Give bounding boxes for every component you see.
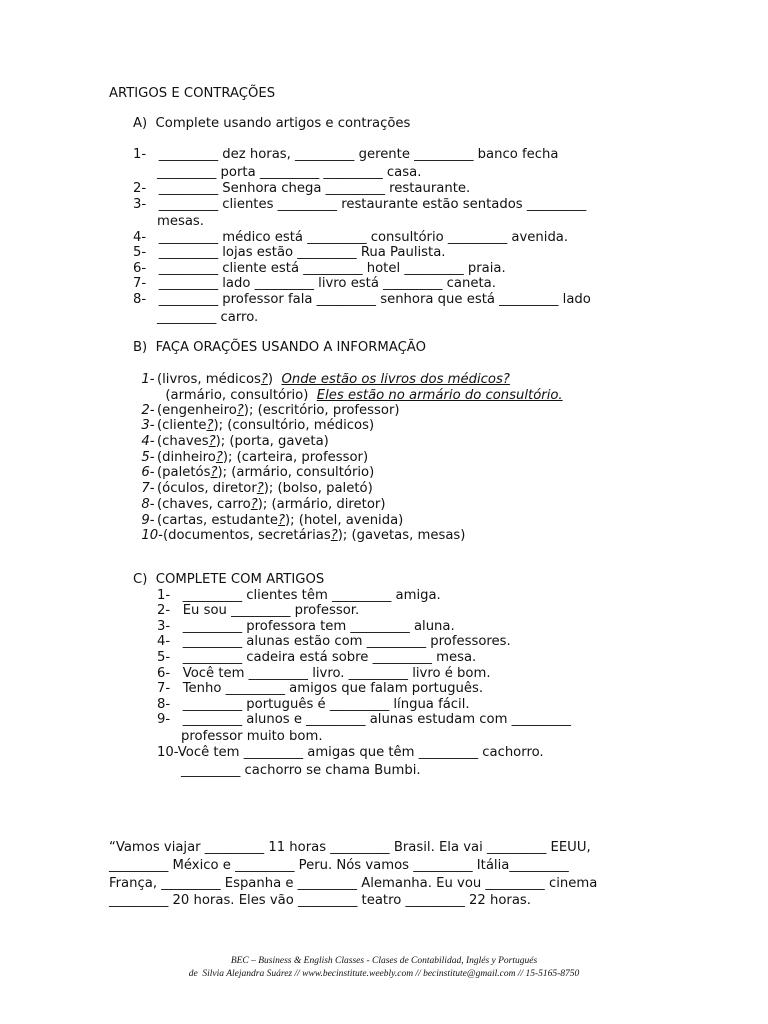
- paragraph-line: _________ México e _________ Peru. Nós vamos _________ Itália_________: [109, 858, 569, 873]
- section-b-item: 10-(documentos, secretárias?); (gavetas, mesas): [141, 528, 466, 543]
- section-a-line: 1- _________ dez horas, _________ gerente _________ banco fecha: [133, 147, 559, 162]
- section-a-line: 3- _________ clientes _________ restaurante estão sentados _________: [133, 197, 587, 212]
- section-c-line: 9- _________ alunos e _________ alunas estudam com _________: [157, 712, 572, 727]
- section-a-line: 4- _________ médico está _________ consultório _________ avenida.: [133, 230, 569, 245]
- example-answer: Eles estão no armário do consultório.: [316, 388, 563, 403]
- section-c-line: 4- _________ alunas estão com _________ professores.: [157, 634, 511, 649]
- section-b-item: 4- (chaves?); (porta, gaveta): [141, 434, 329, 449]
- section-b-item: 8- (chaves, carro?); (armário, diretor): [141, 497, 386, 512]
- page-title: ARTIGOS E CONTRAÇÕES: [109, 86, 276, 101]
- section-b-item: 2- (engenheiro?); (escritório, professor): [141, 403, 400, 418]
- section-a-line: 2- _________ Senhora chega _________ restaurante.: [133, 181, 471, 196]
- section-c-line: 5- _________ cadeira está sobre _________ mesa.: [157, 650, 477, 665]
- footer-line-1: BEC – Business & English Classes - Clases de Contabilidad, Inglés y Portugués: [230, 956, 538, 966]
- section-c-line: 6- Você tem _________ livro. _________ livro é bom.: [157, 666, 491, 681]
- section-c-line: 3- _________ professora tem _________ aluna.: [157, 619, 455, 634]
- section-a-line: 5- _________ lojas estão _________ Rua Paulista.: [133, 245, 446, 260]
- example-answer: Onde estão os livros dos médicos?: [281, 372, 510, 387]
- section-b-item: 5- (dinheiro?); (carteira, professor): [141, 450, 369, 465]
- section-a-line: 8- _________ professor fala _________ senhora que está _________ lado: [133, 292, 591, 307]
- section-c-heading: C) COMPLETE COM ARTIGOS: [133, 572, 325, 587]
- section-c-line: 8- _________ português é _________ língua fácil.: [157, 697, 470, 712]
- section-a-line: 7- _________ lado _________ livro está _________ caneta.: [133, 276, 496, 291]
- paragraph-line: França, _________ Espanha e _________ Alemanha. Eu vou _________ cinema: [109, 876, 598, 891]
- section-a-line: 6- _________ cliente está _________ hotel _________ praia.: [133, 261, 506, 276]
- section-c-line: 2- Eu sou _________ professor.: [157, 603, 360, 618]
- item-number: 1-: [141, 372, 155, 387]
- section-c-line: professor muito bom.: [181, 729, 323, 744]
- section-c-line: _________ cachorro se chama Bumbi.: [181, 763, 421, 778]
- section-c-line: 7- Tenho _________ amigos que falam português.: [157, 681, 484, 696]
- section-b-heading: B) FAÇA ORAÇÕES USANDO A INFORMAÇÃO: [133, 340, 426, 355]
- section-b-item: 1- (livros, médicos?) Onde estão os livros dos médicos?: [141, 372, 510, 387]
- section-a-line: mesas.: [157, 214, 204, 229]
- section-a-line: _________ carro.: [157, 310, 259, 325]
- paragraph-line: “Vamos viajar _________ 11 horas _________ Brasil. Ela vai _________ EEUU,: [109, 840, 591, 855]
- paragraph-line: _________ 20 horas. Eles vão _________ teatro _________ 22 horas.: [109, 893, 531, 908]
- section-a-line: _________ porta _________ _________ casa.: [157, 165, 422, 180]
- section-a-heading: A) Complete usando artigos e contrações: [133, 116, 411, 131]
- section-b-item: (armário, consultório) Eles estão no armário do consultório.: [165, 388, 563, 403]
- section-b-item: 6- (paletós?); (armário, consultório): [141, 465, 375, 480]
- footer-line-2: de Silvia Alejandra Suárez // www.becinstitute.weebly.com // becinstitute@gmail.com // 15-5165-8750: [188, 969, 580, 979]
- section-b-item: 7- (óculos, diretor?); (bolso, paletó): [141, 481, 373, 496]
- section-b-item: 9- (cartas, estudante?); (hotel, avenida): [141, 513, 404, 528]
- section-c-line: 10-Você tem _________ amigas que têm _________ cachorro.: [157, 745, 544, 760]
- section-b-item: 3- (cliente?); (consultório, médicos): [141, 418, 375, 433]
- section-c-line: 1- _________ clientes têm _________ amiga.: [157, 588, 441, 603]
